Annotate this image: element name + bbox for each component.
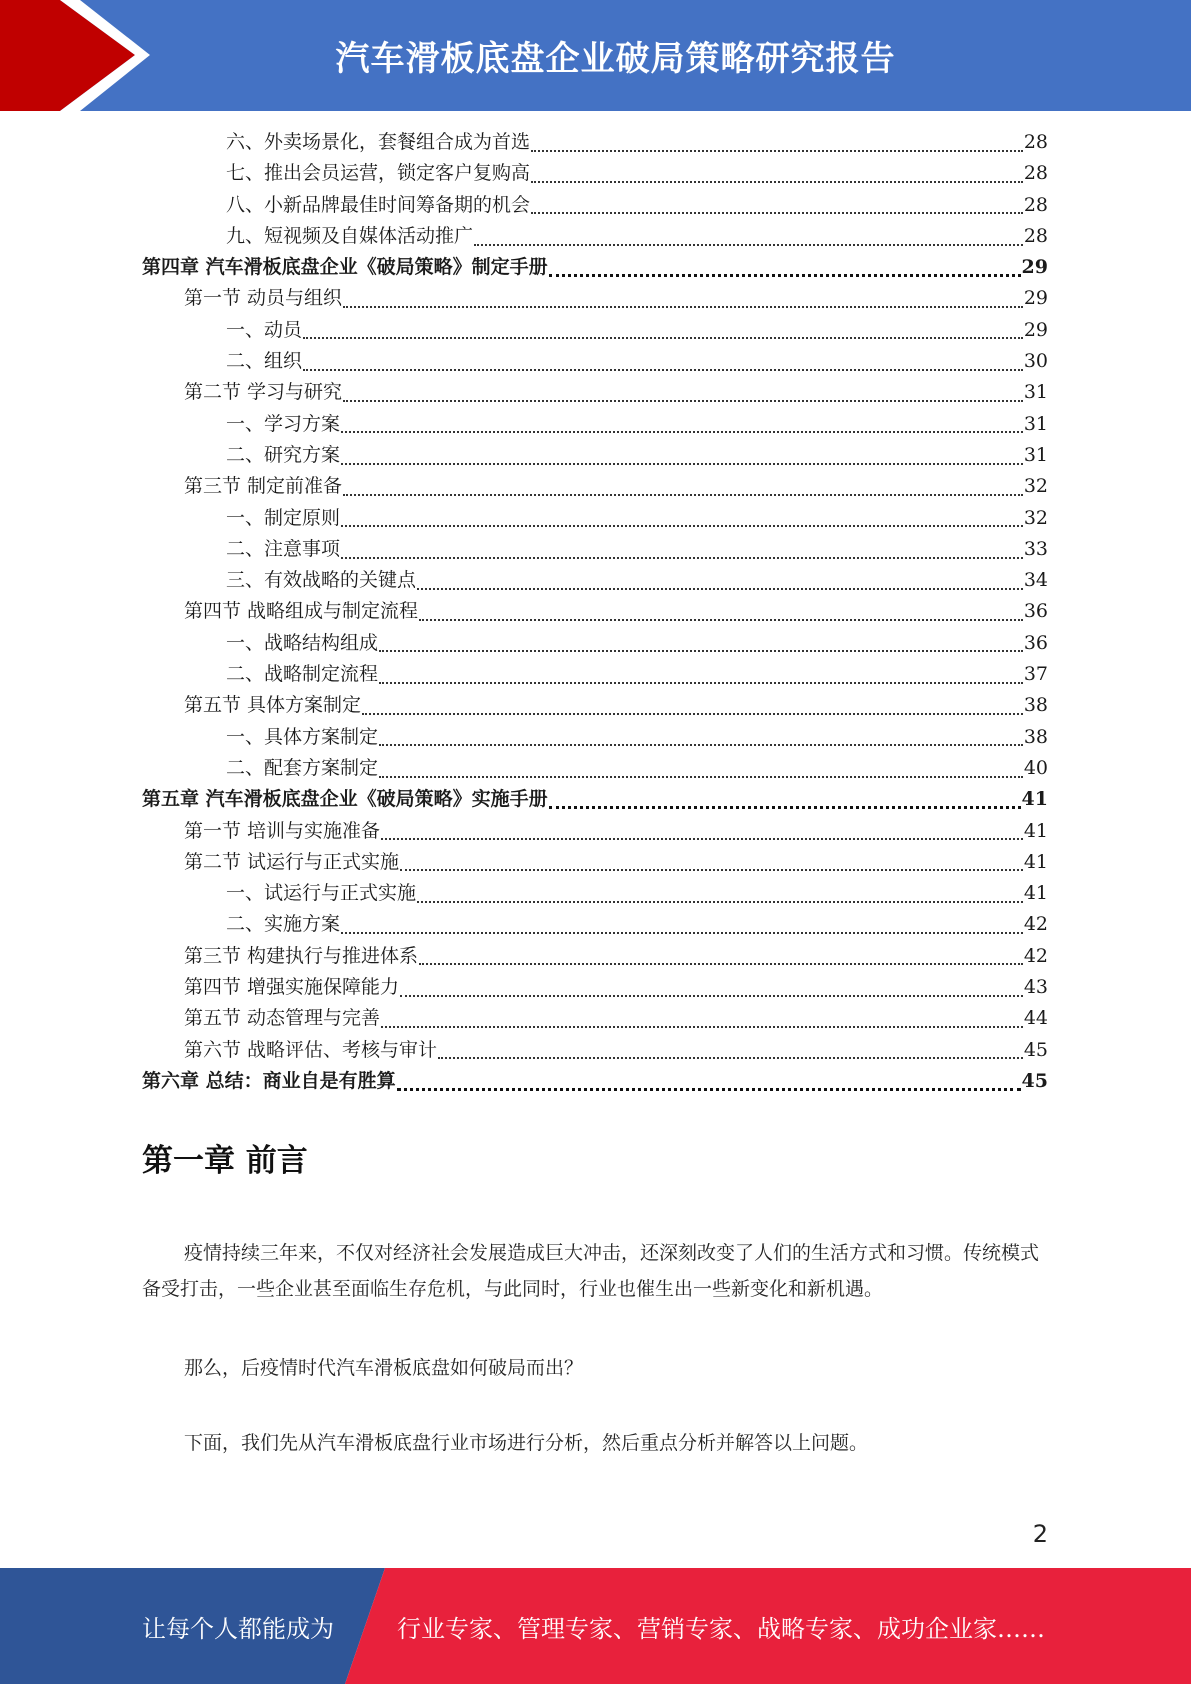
table-of-contents: [142, 127, 1048, 1097]
arrow-logo-icon: [0, 0, 150, 111]
toc-entry-title: 二、研究方案: [226, 443, 341, 466]
toc-entry[interactable]: [142, 753, 1048, 784]
toc-entry-page: 32: [1023, 506, 1048, 529]
toc-leader-dots: [343, 306, 1023, 308]
toc-leader-dots: [400, 995, 1023, 997]
toc-leader-dots: [549, 274, 1021, 277]
toc-entry-page: 41: [1023, 819, 1048, 842]
toc-entry-title: 第一节 培训与实施准备: [184, 819, 381, 842]
toc-leader-dots: [343, 400, 1023, 402]
toc-entry-page: 36: [1023, 631, 1048, 654]
toc-entry-title: 一、试运行与正式实施: [226, 882, 417, 905]
toc-entry-page: 38: [1023, 694, 1048, 717]
toc-entry-page: 29: [1023, 318, 1048, 341]
toc-entry-title: 六、外卖场景化，套餐组合成为首选: [226, 131, 531, 153]
toc-entry-page: 42: [1023, 913, 1048, 936]
toc-leader-dots: [474, 244, 1023, 246]
toc-entry[interactable]: [142, 628, 1048, 659]
toc-entry-page: 45: [1023, 1038, 1048, 1061]
toc-entry-page: 28: [1023, 193, 1048, 216]
toc-entry[interactable]: [142, 283, 1048, 314]
toc-entry-title: 三、有效战略的关键点: [226, 569, 417, 592]
toc-entry[interactable]: [142, 377, 1048, 408]
toc-leader-dots: [438, 1057, 1023, 1059]
toc-leader-dots: [303, 369, 1023, 371]
toc-leader-dots: [379, 744, 1023, 746]
toc-entry-title: 第五节 动态管理与完善: [184, 1007, 381, 1030]
toc-leader-dots: [531, 181, 1023, 183]
toc-entry-page: 43: [1023, 976, 1048, 999]
header-title: 汽车滑板底盘企业破局策略研究报告: [335, 39, 896, 79]
toc-entry[interactable]: [142, 190, 1048, 221]
toc-entry-page: 40: [1023, 756, 1048, 779]
toc-entry[interactable]: [142, 221, 1048, 252]
toc-leader-dots: [419, 963, 1023, 965]
toc-entry-page: 34: [1023, 569, 1048, 592]
toc-entry-title: 一、动员: [226, 318, 303, 341]
toc-entry-title: 第五章 汽车滑板底盘企业《破局策略》实施手册: [142, 788, 548, 811]
toc-entry-title: 第四节 增强实施保障能力: [184, 976, 400, 999]
toc-entry-page: 37: [1023, 663, 1048, 686]
toc-entry-page: 45: [1021, 1069, 1048, 1092]
toc-leader-dots: [341, 431, 1023, 433]
toc-leader-dots: [379, 776, 1023, 778]
toc-leader-dots: [531, 150, 1023, 152]
toc-entry[interactable]: [142, 941, 1048, 972]
toc-entry-title: 一、制定原则: [226, 506, 341, 529]
toc-leader-dots: [379, 650, 1023, 652]
toc-entry[interactable]: [142, 1066, 1048, 1097]
toc-entry-page: 30: [1023, 350, 1048, 373]
toc-entry-title: 一、战略结构组成: [226, 631, 379, 654]
toc-entry-title: 第六章 总结：商业自是有胜算: [142, 1069, 396, 1092]
toc-entry-page: 36: [1023, 600, 1048, 623]
toc-entry-title: 第三节 制定前准备: [184, 475, 343, 498]
paragraph: 下面，我们先从汽车滑板底盘行业市场进行分析，然后重点分析并解答以上问题。: [184, 1432, 869, 1454]
toc-entry-title: 一、具体方案制定: [226, 725, 379, 748]
paragraph: 疫情持续三年来，不仅对经济社会发展造成巨大冲击，还深刻改变了人们的生活方式和习惯。传统模式备受打击，一些企业甚至面临生存危机，与此同时，行业也催生出一些新变化和新机遇。: [142, 1242, 1040, 1300]
toc-entry-page: 28: [1023, 131, 1048, 153]
toc-entry[interactable]: [142, 1003, 1048, 1034]
toc-entry-page: 31: [1023, 381, 1048, 404]
toc-entry-page: 29: [1023, 287, 1048, 310]
toc-entry[interactable]: [142, 878, 1048, 909]
page-number: 2: [1032, 1520, 1048, 1548]
toc-entry-title: 第四节 战略组成与制定流程: [184, 600, 419, 623]
toc-entry-page: 29: [1021, 256, 1048, 279]
toc-entry[interactable]: [142, 534, 1048, 565]
toc-entry[interactable]: [142, 409, 1048, 440]
toc-entry[interactable]: [142, 816, 1048, 847]
footer-slogan-left: 让每个人都能成为: [142, 1614, 334, 1643]
toc-entry[interactable]: [142, 315, 1048, 346]
toc-leader-dots: [417, 588, 1023, 590]
toc-entry-page: 28: [1023, 224, 1048, 247]
toc-leader-dots: [531, 212, 1023, 214]
toc-leader-dots: [341, 932, 1023, 934]
toc-leader-dots: [400, 869, 1023, 871]
toc-leader-dots: [341, 557, 1023, 559]
toc-leader-dots: [381, 1026, 1023, 1028]
toc-leader-dots: [417, 901, 1023, 903]
toc-entry[interactable]: [142, 252, 1048, 283]
toc-entry[interactable]: [142, 722, 1048, 753]
toc-entry[interactable]: [142, 440, 1048, 471]
toc-entry-title: 二、战略制定流程: [226, 663, 379, 686]
page-header: [0, 0, 1191, 111]
toc-leader-dots: [381, 838, 1023, 840]
toc-leader-dots: [341, 463, 1023, 465]
toc-entry[interactable]: [142, 1035, 1048, 1066]
toc-entry-title: 第六节 战略评估、考核与审计: [184, 1038, 438, 1061]
page-footer: [0, 1568, 1191, 1684]
chapter-title: 第一章 前言: [142, 1143, 308, 1179]
toc-entry-title: 七、推出会员运营，锁定客户复购高: [226, 162, 531, 185]
toc-entry-title: 二、配套方案制定: [226, 756, 379, 779]
toc-entry-page: 41: [1023, 850, 1048, 873]
toc-entry-title: 二、实施方案: [226, 913, 341, 936]
toc-entry[interactable]: [142, 158, 1048, 189]
toc-entry-page: 38: [1023, 725, 1048, 748]
toc-entry-title: 一、学习方案: [226, 412, 341, 435]
toc-entry-title: 第四章 汽车滑板底盘企业《破局策略》制定手册: [142, 256, 548, 279]
toc-entry-title: 九、短视频及自媒体活动推广: [226, 224, 474, 247]
toc-leader-dots: [419, 619, 1023, 621]
toc-entry[interactable]: [142, 690, 1048, 721]
toc-leader-dots: [303, 337, 1023, 339]
toc-entry[interactable]: [142, 503, 1048, 534]
toc-entry-title: 八、小新品牌最佳时间筹备期的机会: [226, 193, 531, 216]
toc-entry-page: 41: [1021, 788, 1048, 811]
toc-entry-title: 二、组织: [226, 350, 303, 373]
toc-entry-page: 31: [1023, 412, 1048, 435]
toc-entry[interactable]: [142, 972, 1048, 1003]
toc-entry-title: 二、注意事项: [226, 537, 341, 560]
paragraph: 那么，后疫情时代汽车滑板底盘如何破局而出？: [184, 1357, 584, 1379]
toc-leader-dots: [549, 806, 1021, 809]
toc-entry-page: 44: [1023, 1007, 1048, 1030]
toc-entry-title: 第一节 动员与组织: [184, 287, 343, 310]
toc-entry-page: 33: [1023, 537, 1048, 560]
toc-entry-page: 41: [1023, 882, 1048, 905]
toc-entry-title: 第五节 具体方案制定: [184, 694, 362, 717]
toc-entry-page: 28: [1023, 162, 1048, 185]
toc-entry[interactable]: [142, 659, 1048, 690]
toc-leader-dots: [397, 1088, 1021, 1091]
footer-slogan-right: 行业专家、管理专家、营销专家、战略专家、成功企业家……: [397, 1614, 1045, 1643]
toc-entry[interactable]: [142, 127, 1048, 158]
toc-leader-dots: [379, 682, 1023, 684]
toc-leader-dots: [343, 494, 1023, 496]
toc-entry[interactable]: [142, 909, 1048, 940]
toc-entry-page: 31: [1023, 443, 1048, 466]
toc-entry[interactable]: [142, 346, 1048, 377]
toc-entry[interactable]: [142, 471, 1048, 502]
toc-entry[interactable]: [142, 596, 1048, 627]
toc-entry[interactable]: [142, 784, 1048, 815]
toc-entry-title: 第二节 试运行与正式实施: [184, 850, 400, 873]
toc-entry-page: 42: [1023, 944, 1048, 967]
toc-entry-title: 第二节 学习与研究: [184, 381, 343, 404]
toc-entry[interactable]: [142, 565, 1048, 596]
toc-leader-dots: [362, 713, 1023, 715]
toc-entry-page: 32: [1023, 475, 1048, 498]
toc-entry[interactable]: [142, 847, 1048, 878]
toc-entry-title: 第三节 构建执行与推进体系: [184, 944, 419, 967]
toc-leader-dots: [341, 525, 1023, 527]
